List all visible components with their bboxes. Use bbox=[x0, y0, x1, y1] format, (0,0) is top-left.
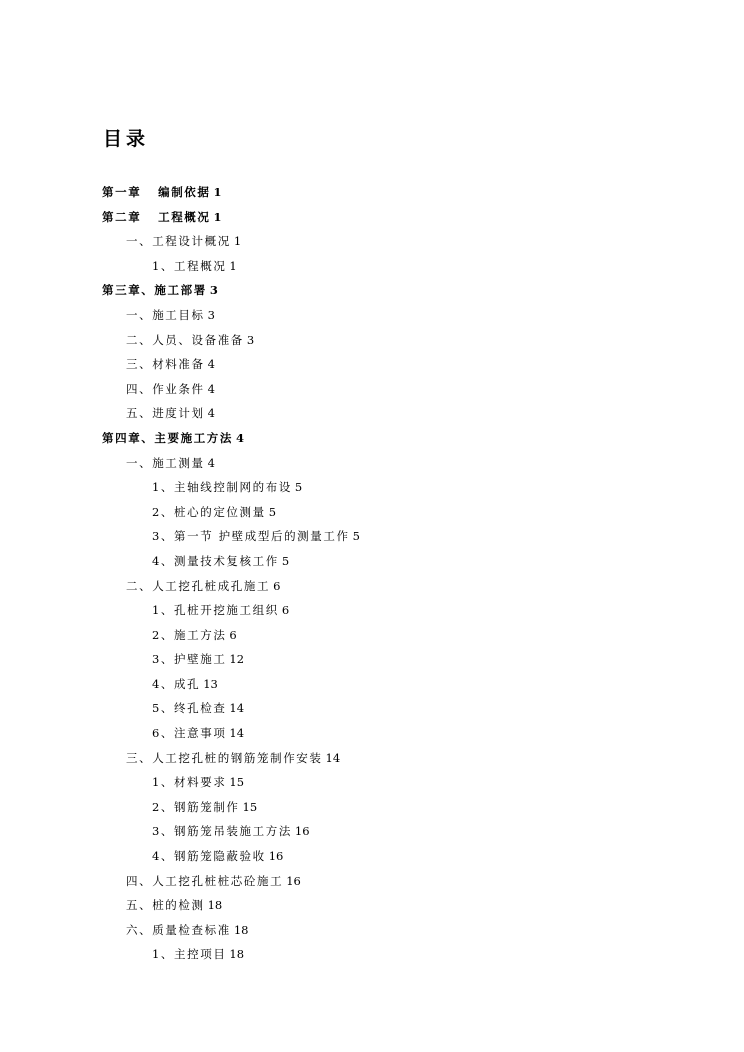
toc-entry[interactable] bbox=[0, 598, 744, 623]
toc-entry-text: 二、人工挖孔桩成孔施工 bbox=[126, 578, 271, 593]
toc-entry-page-number: 18 bbox=[207, 898, 223, 913]
toc-entry[interactable] bbox=[0, 303, 744, 328]
toc-entry-page-number: 3 bbox=[209, 283, 218, 298]
toc-entry[interactable] bbox=[0, 401, 744, 426]
toc-entry[interactable] bbox=[0, 377, 744, 402]
toc-entry[interactable] bbox=[0, 869, 744, 894]
toc-entry-text: 3、护壁施工 bbox=[152, 652, 227, 667]
toc-entry-text: 四、人工挖孔桩桩芯砼施工 bbox=[126, 873, 284, 888]
toc-entry-page-number: 12 bbox=[229, 652, 245, 667]
toc-entry-page-number: 5 bbox=[352, 529, 360, 544]
toc-entry[interactable] bbox=[0, 254, 744, 279]
toc-entry-text: 六、质量检查标准 bbox=[126, 922, 231, 937]
toc-entry[interactable] bbox=[0, 893, 744, 918]
toc-entry[interactable] bbox=[0, 819, 744, 844]
toc-entry-text: 3、钢筋笼吊装施工方法 bbox=[152, 824, 292, 839]
toc-entry-page-number: 4 bbox=[207, 455, 215, 470]
toc-entry-page-number: 16 bbox=[294, 824, 310, 839]
toc-entry-page-number: 15 bbox=[242, 799, 258, 814]
toc-entry-text: 4、钢筋笼隐蔽验收 bbox=[152, 849, 266, 864]
toc-entry[interactable] bbox=[0, 647, 744, 672]
toc-entry[interactable] bbox=[0, 180, 744, 205]
toc-entry[interactable] bbox=[0, 623, 744, 648]
toc-entry-page-number: 6 bbox=[273, 578, 281, 593]
toc-entry-text: 三、人工挖孔桩的钢筋笼制作安装 bbox=[126, 750, 323, 765]
toc-entry[interactable] bbox=[0, 770, 744, 795]
toc-entry[interactable] bbox=[0, 278, 744, 303]
table-of-contents bbox=[0, 180, 744, 967]
toc-entry-text: 1、材料要求 bbox=[152, 775, 227, 790]
toc-entry[interactable] bbox=[0, 844, 744, 869]
toc-entry-text: 2、施工方法 bbox=[152, 627, 227, 642]
toc-entry-page-number: 1 bbox=[213, 185, 222, 199]
toc-entry-page-number: 14 bbox=[325, 750, 341, 765]
toc-entry[interactable] bbox=[0, 352, 744, 377]
toc-entry[interactable] bbox=[0, 746, 744, 771]
toc-entry[interactable] bbox=[0, 451, 744, 476]
toc-entry-text: 第二章 工程概况 bbox=[102, 209, 211, 224]
toc-entry-text: 2、钢筋笼制作 bbox=[152, 799, 240, 814]
toc-entry[interactable] bbox=[0, 795, 744, 820]
toc-entry-text: 1、主控项目 bbox=[152, 947, 227, 962]
toc-entry-page-number: 16 bbox=[268, 849, 284, 864]
toc-entry-text: 四、作业条件 bbox=[126, 381, 205, 396]
toc-entry[interactable] bbox=[0, 475, 744, 500]
toc-entry-text: 3、第一节 护壁成型后的测量工作 bbox=[152, 529, 350, 544]
toc-entry-page-number: 1 bbox=[233, 234, 242, 249]
toc-entry[interactable] bbox=[0, 942, 744, 967]
toc-entry-text: 4、成孔 bbox=[152, 676, 201, 691]
toc-entry-text: 第一章 编制依据 bbox=[102, 185, 211, 199]
toc-entry[interactable] bbox=[0, 524, 744, 549]
toc-entry-page-number: 14 bbox=[229, 701, 245, 716]
toc-entry-page-number: 4 bbox=[207, 381, 215, 396]
toc-entry-page-number: 18 bbox=[229, 947, 245, 962]
toc-entry-page-number: 13 bbox=[203, 676, 218, 691]
toc-entry-page-number: 16 bbox=[286, 873, 301, 888]
toc-entry-page-number: 5 bbox=[281, 553, 290, 568]
toc-entry-page-number: 4 bbox=[236, 430, 245, 445]
toc-entry-page-number: 4 bbox=[207, 406, 215, 421]
toc-entry-text: 2、桩心的定位测量 bbox=[152, 504, 266, 519]
toc-entry-text: 6、注意事项 bbox=[152, 726, 227, 741]
toc-entry-text: 4、测量技术复核工作 bbox=[152, 553, 279, 568]
toc-entry[interactable] bbox=[0, 205, 744, 230]
toc-entry-text: 三、材料准备 bbox=[126, 357, 205, 372]
toc-entry-text: 一、施工测量 bbox=[126, 455, 205, 470]
toc-entry[interactable] bbox=[0, 918, 744, 943]
toc-entry-text: 第三章、施工部署 bbox=[102, 283, 207, 298]
toc-entry-text: 第四章、主要施工方法 bbox=[102, 430, 233, 445]
toc-entry-page-number: 5 bbox=[294, 480, 303, 495]
toc-entry[interactable] bbox=[0, 672, 744, 697]
toc-entry-page-number: 4 bbox=[207, 357, 215, 372]
toc-entry-text: 五、进度计划 bbox=[126, 406, 205, 421]
toc-entry-text: 一、施工目标 bbox=[126, 307, 205, 322]
toc-entry-page-number: 1 bbox=[213, 209, 222, 224]
toc-entry-page-number: 5 bbox=[268, 504, 277, 519]
toc-entry-text: 1、工程概况 bbox=[152, 258, 227, 273]
toc-entry[interactable] bbox=[0, 426, 744, 451]
toc-entry[interactable] bbox=[0, 229, 744, 254]
toc-entry-page-number: 18 bbox=[233, 922, 249, 937]
toc-title: 目录 bbox=[103, 128, 150, 150]
toc-entry-page-number: 3 bbox=[246, 332, 255, 347]
toc-entry[interactable] bbox=[0, 500, 744, 525]
toc-entry[interactable] bbox=[0, 574, 744, 599]
toc-entry-page-number: 6 bbox=[229, 627, 237, 642]
toc-entry-page-number: 6 bbox=[281, 603, 290, 618]
toc-entry-page-number: 1 bbox=[229, 258, 237, 273]
toc-entry-text: 一、工程设计概况 bbox=[126, 234, 231, 249]
toc-entry[interactable] bbox=[0, 696, 744, 721]
toc-entry-page-number: 3 bbox=[207, 307, 215, 322]
toc-entry-text: 五、桩的检测 bbox=[126, 898, 205, 913]
toc-entry-text: 二、人员、设备准备 bbox=[126, 332, 244, 347]
toc-entry-page-number: 14 bbox=[229, 726, 245, 741]
toc-entry[interactable] bbox=[0, 328, 744, 353]
toc-entry-page-number: 15 bbox=[229, 775, 245, 790]
toc-entry[interactable] bbox=[0, 549, 744, 574]
toc-entry-text: 1、主轴线控制网的布设 bbox=[152, 480, 292, 495]
toc-entry-text: 1、孔桩开挖施工组织 bbox=[152, 603, 279, 618]
toc-entry-text: 5、终孔检查 bbox=[152, 701, 227, 716]
toc-entry[interactable] bbox=[0, 721, 744, 746]
